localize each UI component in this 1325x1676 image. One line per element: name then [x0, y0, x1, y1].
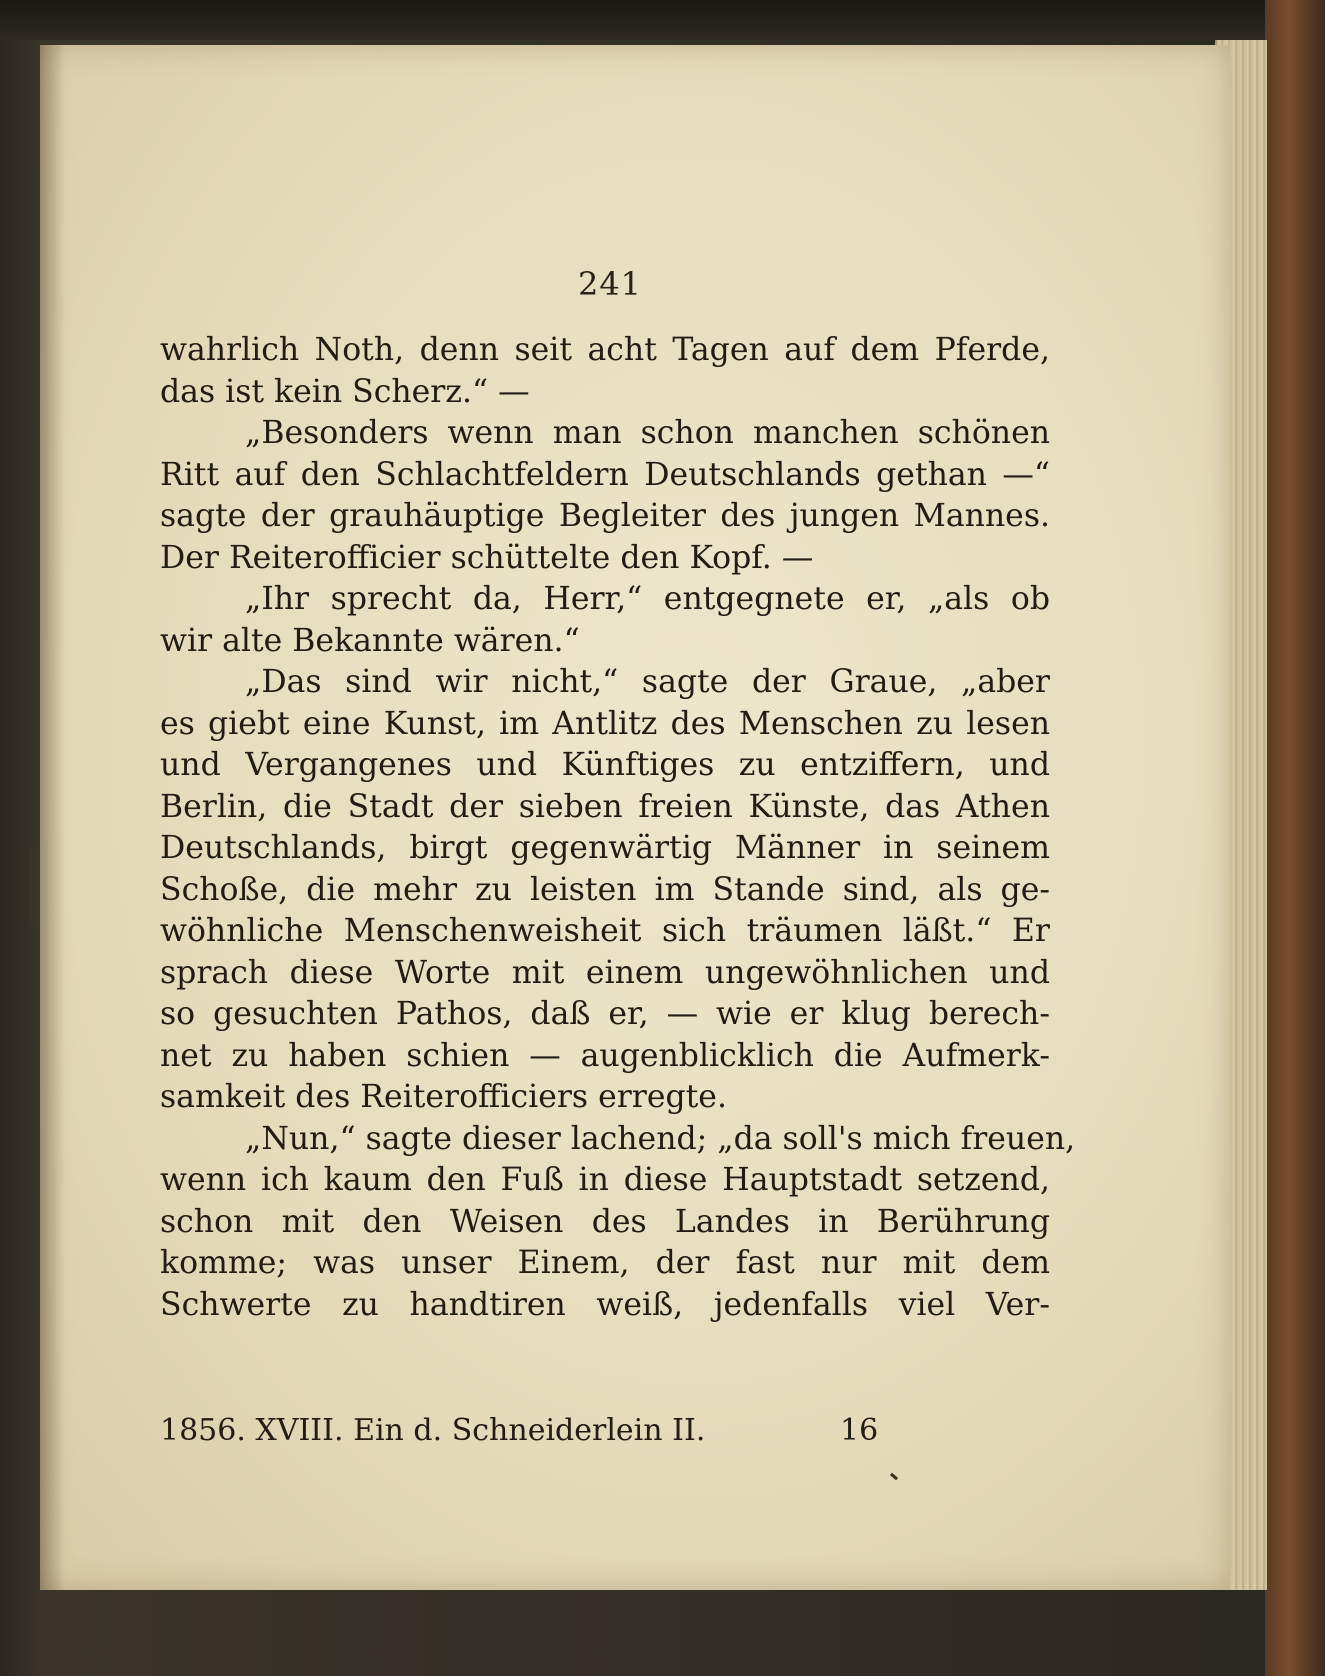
- page-number: 241: [577, 265, 643, 303]
- text-line: sagte der grauhäuptige Begleiter des jungen Mannes.: [160, 498, 1050, 534]
- text-line: „Ihr sprecht da, Herr,“ entgegnete er, „als ob: [245, 581, 1050, 617]
- text-line: so gesuchten Pathos, daß er, — wie er klug berech-: [160, 996, 1050, 1032]
- text-line: es giebt eine Kunst, im Antlitz des Menschen zu lesen: [160, 705, 1050, 742]
- text-line: komme; was unser Einem, der fast nur mit dem: [160, 1245, 1050, 1281]
- text-line: wenn ich kaum den Fuß in diese Hauptstadt setzend,: [160, 1162, 1050, 1198]
- text-line: wahrlich Noth, denn seit acht Tagen auf dem Pferde,: [160, 332, 1050, 368]
- text-line: „Nun,“ sagte dieser lachend; „da soll's mich freuen,: [245, 1120, 1076, 1157]
- text-line: Deutschlands, birgt gegenwärtig Männer in seinem: [160, 830, 1050, 866]
- text-line: und Vergangenes und Künftiges zu entziffern, und: [160, 747, 1050, 783]
- text-line: „Das sind wir nicht,“ sagte der Graue, „aber: [245, 664, 1050, 700]
- text-line: Der Reiterofficier schüttelte den Kopf. —: [160, 539, 814, 576]
- signature-mark: 1856. XVIII. Ein d. Schneiderlein II.: [160, 1413, 706, 1448]
- text-line: Ritt auf den Schlachtfeldern Deutschlands gethan —“: [160, 456, 1050, 493]
- body-text: [160, 330, 1076, 1326]
- text-line: Schoße, die mehr zu leisten im Stande sind, als ge-: [160, 871, 1050, 908]
- page-gutter-shadow: [40, 45, 65, 1590]
- cover-edge-right: [1265, 0, 1325, 1676]
- sheet-number: 16: [840, 1413, 879, 1448]
- text-line: schon mit den Weisen des Landes in Berührung: [160, 1203, 1050, 1240]
- text-line: Schwerte zu handtiren weiß, jedenfalls viel Ver-: [160, 1286, 1050, 1323]
- text-line: samkeit des Reiterofficiers erregte.: [160, 1079, 727, 1115]
- text-line: net zu haben schien — augenblicklich die Aufmerk-: [160, 1037, 1050, 1074]
- page-footer: [160, 1413, 1060, 1448]
- cover-edge-top: [0, 0, 1325, 40]
- text-line: Berlin, die Stadt der sieben freien Künste, das Athen: [160, 788, 1050, 825]
- text-line: „Besonders wenn man schon manchen schönen: [245, 415, 1050, 451]
- text-line: wöhnliche Menschenweisheit sich träumen läßt.“ Er: [160, 913, 1050, 949]
- ink-speck: [890, 1473, 898, 1480]
- text-line: wir alte Bekannte wären.“: [160, 622, 580, 659]
- binding-thread: [30, 845, 33, 925]
- book-page: [40, 45, 1230, 1590]
- text-line: das ist kein Scherz.“ —: [160, 373, 530, 410]
- text-line: sprach diese Worte mit einem ungewöhnlichen und: [160, 954, 1050, 991]
